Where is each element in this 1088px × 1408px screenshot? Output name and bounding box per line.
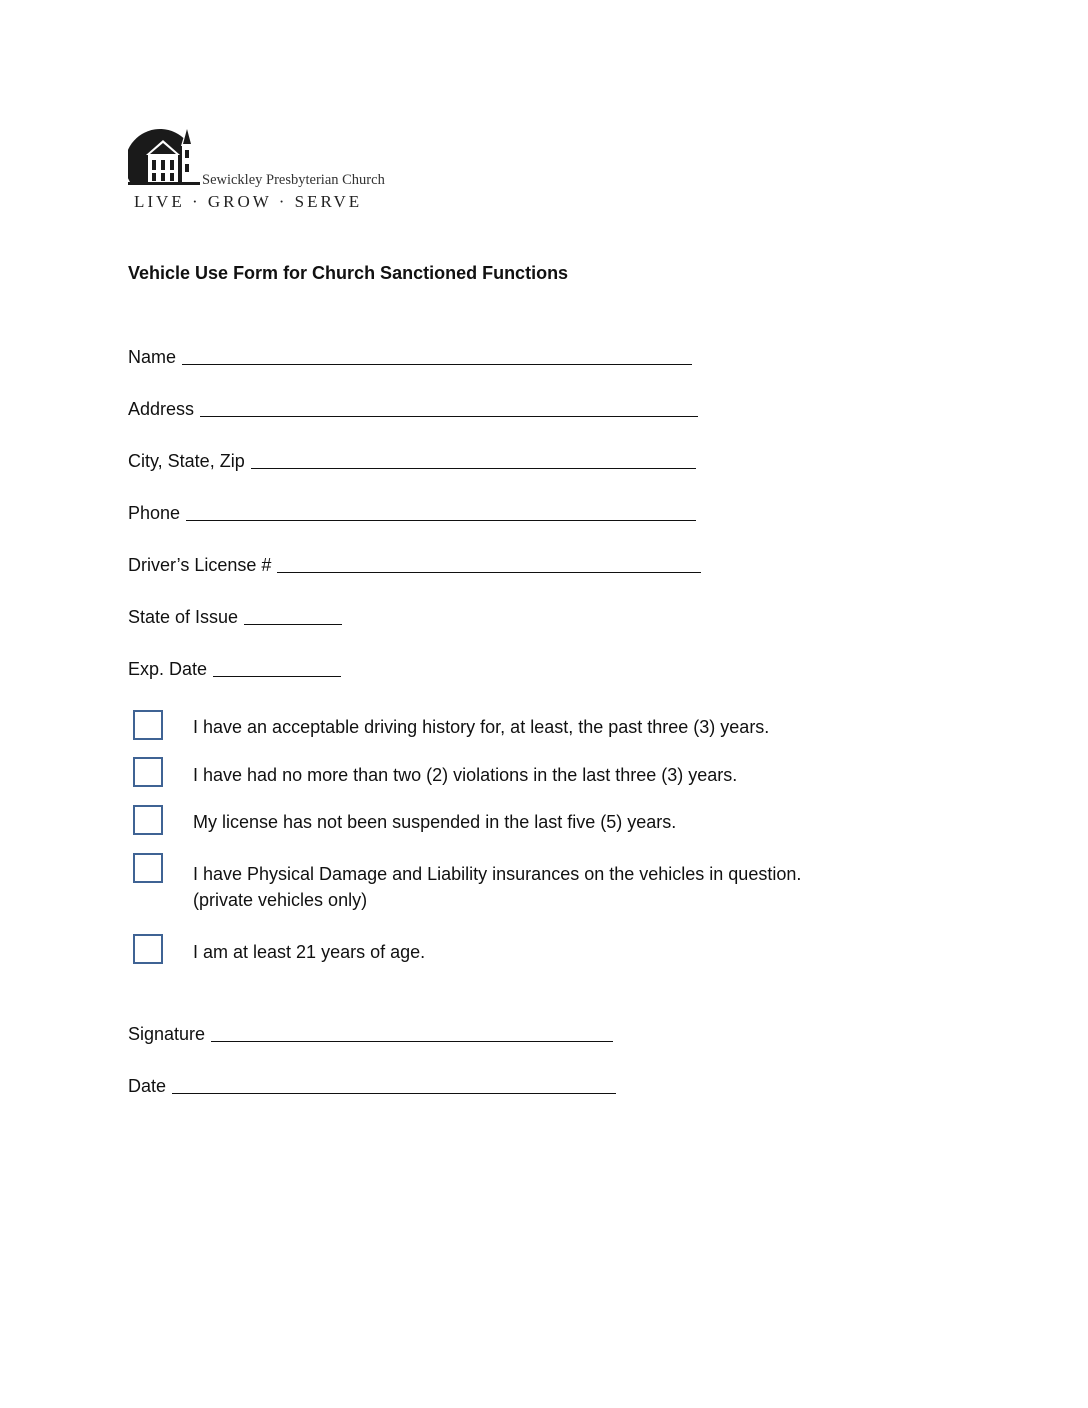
date-blank[interactable] (172, 1073, 616, 1094)
insurance-checkbox[interactable] (133, 853, 163, 883)
checklist-text: I am at least 21 years of age. (193, 942, 426, 962)
city-state-zip-field (128, 446, 696, 472)
exp-date-field (128, 654, 341, 680)
state-of-issue-blank[interactable] (244, 604, 342, 625)
date-label: Date (128, 1076, 167, 1096)
age-checkbox[interactable] (133, 934, 163, 964)
name-field (128, 342, 692, 368)
form-title: Vehicle Use Form for Church Sanctioned Functions (128, 263, 569, 283)
phone-field (128, 498, 696, 524)
signature-field (128, 1019, 613, 1045)
city-state-zip-label: City, State, Zip (128, 451, 245, 471)
church-building-icon (128, 124, 200, 188)
city-state-zip-blank[interactable] (251, 448, 696, 469)
church-logo (128, 124, 390, 216)
address-field (128, 394, 698, 420)
license-field (128, 550, 701, 576)
checklist-text: I have had no more than two (2) violations in the last three (3) years. (193, 765, 738, 785)
phone-blank[interactable] (186, 500, 696, 521)
signature-blank[interactable] (211, 1021, 613, 1042)
name-label: Name (128, 347, 177, 367)
exp-date-label: Exp. Date (128, 659, 208, 679)
state-of-issue-label: State of Issue (128, 607, 239, 627)
driving-history-checkbox[interactable] (133, 710, 163, 740)
date-field (128, 1071, 616, 1097)
checklist-text: My license has not been suspended in the last five (5) years. (193, 812, 677, 832)
church-tagline: LIVE · GROW · SERVE (134, 192, 363, 211)
checklist-text: I have an acceptable driving history for, at least, the past three (3) years. (193, 717, 770, 737)
phone-label: Phone (128, 503, 181, 523)
church-name: Sewickley Presbyterian Church (202, 172, 385, 188)
violations-checkbox[interactable] (133, 757, 163, 787)
license-blank[interactable] (277, 552, 701, 573)
exp-date-blank[interactable] (213, 656, 341, 677)
license-suspension-checkbox[interactable] (133, 805, 163, 835)
license-label: Driver’s License # (128, 555, 272, 575)
state-of-issue-field (128, 602, 342, 628)
signature-label: Signature (128, 1024, 206, 1044)
address-label: Address (128, 399, 195, 419)
address-blank[interactable] (200, 396, 698, 417)
name-blank[interactable] (182, 344, 692, 365)
checklist-text: I have Physical Damage and Liability insurances on the vehicles in question. (private vehicles only) (193, 864, 802, 910)
